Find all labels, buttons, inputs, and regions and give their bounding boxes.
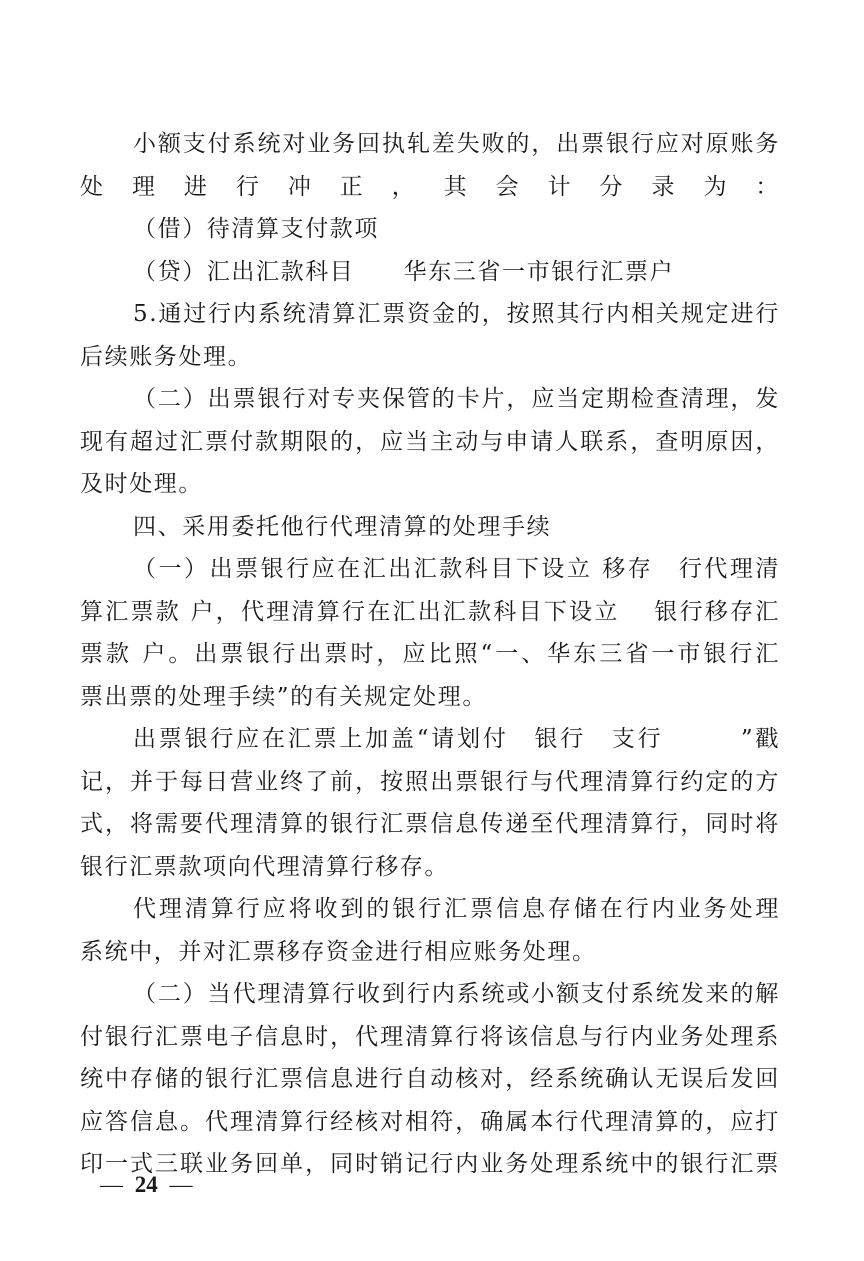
text-line: 记，并于每日营业终了前，按照出票银行与代理清算行约定的方 <box>80 769 780 795</box>
section-heading: 四、采用委托他行代理清算的处理手续 <box>133 514 552 540</box>
text-line: 印一式三联业务回单，同时销记行内业务处理系统中的银行汇票 <box>80 1151 780 1177</box>
text-line: 5.通过行内系统清算汇票资金的，按照其行内相关规定进行 <box>133 301 780 327</box>
text-line: 系统中，并对汇票移存资金进行相应账务处理。 <box>80 939 597 965</box>
text-line: 代理清算行应将收到的银行汇票信息存储在行内业务处理 <box>133 896 780 922</box>
text-line: 算汇票款 户，代理清算行在汇出汇款科目下设立 银行移存汇 <box>80 599 780 625</box>
page-number <box>100 1168 193 1202</box>
text-line: 出票银行应在汇票上加盖“请划付 银行 支行 ”戳 <box>133 726 780 752</box>
page-number-dash-right: — <box>169 1172 193 1197</box>
text-line: 票出票的处理手续”的有关规定处理。 <box>80 684 487 710</box>
text-line: 应答信息。代理清算行经核对相符，确属本行代理清算的，应打 <box>80 1109 780 1135</box>
page-number-value: 24 <box>134 1172 158 1197</box>
text-line: （二）当代理清算行收到行内系统或小额支付系统发来的解 <box>133 981 780 1007</box>
text-line: （二）出票银行对专夹保管的卡片，应当定期检查清理，发 <box>133 386 780 412</box>
text-line: 现有超过汇票付款期限的，应当主动与申请人联系，查明原因， <box>80 429 780 455</box>
text-line: （借）待清算支付款项 <box>133 216 379 242</box>
text-line: 小额支付系统对业务回执轧差失败的，出票银行应对原账务 <box>133 131 780 157</box>
text-line: 付银行汇票电子信息时，代理清算行将该信息与行内业务处理系 <box>80 1024 780 1050</box>
text-line: （一）出票银行应在汇出汇款科目下设立 移存 行代理清 <box>133 556 780 582</box>
text-line: 银行汇票款项向代理清算行移存。 <box>80 854 449 880</box>
text-line: （贷）汇出汇款科目 华东三省一市银行汇票户 <box>133 259 675 285</box>
text-line: 后续账务处理。 <box>80 344 253 370</box>
text-line: 票款 户。出票银行出票时，应比照“一、华东三省一市银行汇 <box>80 641 780 667</box>
text-line: 处理进行冲正，其会计分录为： <box>80 174 780 200</box>
text-line: 统中存储的银行汇票信息进行自动核对，经系统确认无误后发回 <box>80 1066 780 1092</box>
text-line: 式，将需要代理清算的银行汇票信息传递至代理清算行，同时将 <box>80 811 780 837</box>
page-number-dash-left: — <box>100 1172 123 1197</box>
text-line: 及时处理。 <box>80 471 203 497</box>
